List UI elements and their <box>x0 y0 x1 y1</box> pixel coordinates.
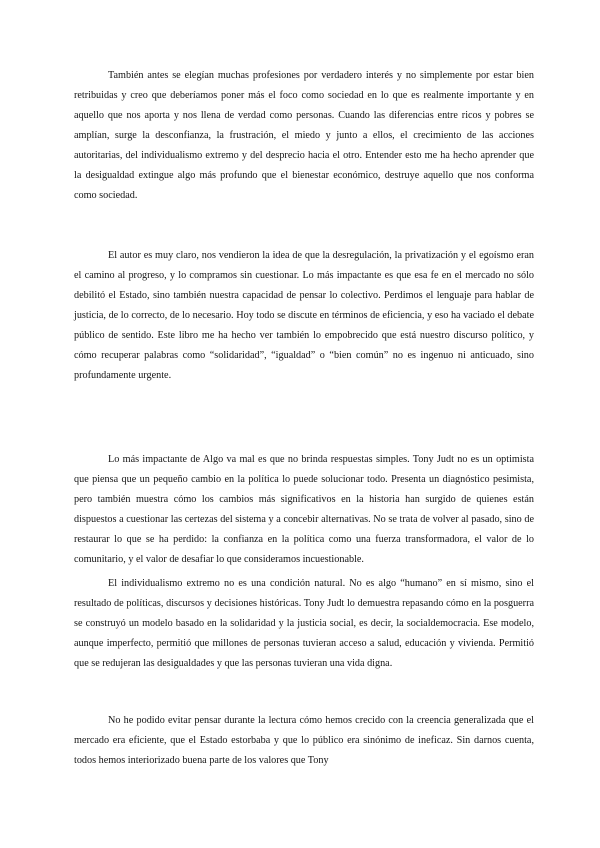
paragraph-2: El autor es muy claro, nos vendieron la idea de que la desregulación, la privatización y el egoísmo eran el camino al progreso, y lo compramos sin cuestionar. Lo más impactante es que esa fe en el mercado no sólo debilitó el Estado, sino también nuestra capacidad de pensar lo colectivo. Perdimos el lenguaje para hablar de justicia, de lo correcto, de lo necesario. Hoy todo se discute en términos de eficiencia, y eso ha vaciado el debate público de sentido. Este libro me ha hecho ver también lo empobrecido que está nuestro discurso político, y cómo recuperar palabras como “solidaridad”, “igualdad” o “bien común” no es ingenuo ni anticuado, sino profundamente urgente. <box>74 250 534 381</box>
paragraph-1: También antes se elegían muchas profesiones por verdadero interés y no simplemente por estar bien retribuidas y creo que deberíamos poner más el foco como sociedad en lo que es realmente importante y en aquello que nos aporta y nos llena de verdad como personas. Cuando las diferencias entre ricos y pobres se amplían, surge la desconfianza, la frustración, el miedo y junto a ellos, el crecimiento de las acciones autoritarias, del individualismo extremo y del desprecio hacia el otro. Entender esto me ha hecho aprender que la desigualdad extingue algo más profundo que el bienestar económico, destruye aquello que nos conforma como sociedad. <box>74 70 534 201</box>
document-page <box>74 0 534 848</box>
paragraph-4: El individualismo extremo no es una condición natural. No es algo “humano” en sí mismo, sino el resultado de políticas, discursos y decisiones históricas. Tony Judt lo demuestra repasando cómo en la posguerra se construyó un modelo basado en la solidaridad y la justicia social, es decir, la socialdemocracia. Ese modelo, aunque imperfecto, permitió que millones de personas tuvieran acceso a salud, educación y vivienda. Permitió que se redujeran las desigualdades y que las personas tuvieran una vida digna. <box>74 578 534 669</box>
paragraph-5: No he podido evitar pensar durante la lectura cómo hemos crecido con la creencia generalizada que el mercado era eficiente, que el Estado estorbaba y que lo público era sinónimo de ineficaz. Sin darnos cuenta, todos hemos interiorizado buena parte de los valores que Tony <box>74 715 534 766</box>
paragraph-3: Lo más impactante de Algo va mal es que no brinda respuestas simples. Tony Judt no es un optimista que piensa que un pequeño cambio en la política lo puede solucionar todo. Presenta un diagnóstico pesimista, pero también muestra cómo los cambios más significativos en la historia han surgido de quienes están dispuestos a cuestionar las certezas del sistema y a concebir alternativas. No se trata de volver al pasado, sino de restaurar lo que se ha perdido: la confianza en la política como una fuerza transformadora, el valor de lo comunitario, y el valor de desafiar lo que consideramos incuestionable. <box>74 454 534 565</box>
